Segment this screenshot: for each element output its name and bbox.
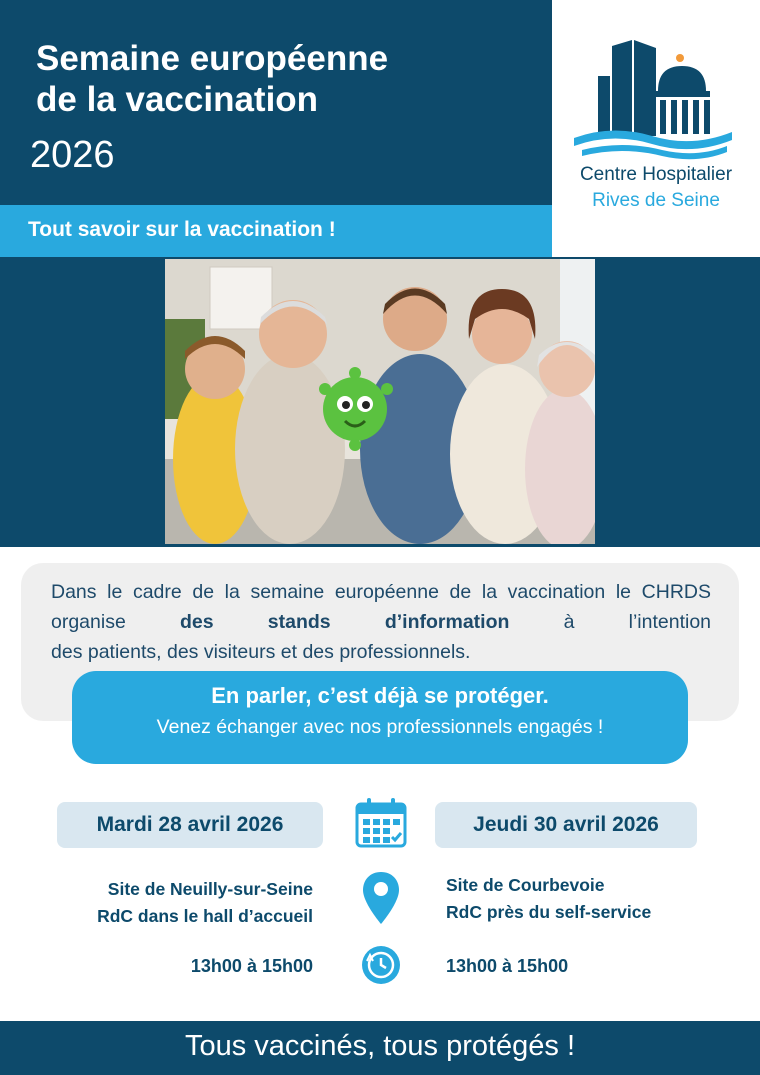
- year-label: 2026: [30, 134, 115, 176]
- intro-text: [51, 577, 711, 667]
- page-title: [36, 38, 536, 120]
- subtitle: Tout savoir sur la vaccination !: [28, 218, 336, 241]
- event-time-2: 13h00 à 15h00: [446, 956, 569, 976]
- footer-slogan: Tous vaccinés, tous protégés !: [184, 1030, 576, 1062]
- intro-highlight: des stands d’information: [180, 611, 510, 633]
- event-site-1-line-1: Site de Neuilly-sur-Seine: [107, 879, 313, 899]
- location-pin-icon: [361, 870, 401, 926]
- header-panel: [0, 0, 552, 205]
- intro-part-1: Dans le cadre de la semaine européenne de la vaccination le CHRDS organise: [51, 581, 711, 633]
- footer-bar: [0, 1021, 760, 1075]
- subtitle-bar: [0, 205, 552, 257]
- callout-pill: [72, 671, 688, 764]
- event-date-2: Jeudi 30 avril 2026: [435, 802, 697, 848]
- hospital-logo-icon: [572, 36, 742, 161]
- callout-subtitle: Venez échanger avec nos professionnels engagés !: [156, 716, 604, 738]
- event-site-2: [446, 872, 746, 926]
- logo-name-line-2: Rives de Seine: [592, 190, 720, 211]
- callout-title: En parler, c’est déjà se protéger.: [211, 683, 549, 708]
- logo-panel: [552, 0, 760, 257]
- family-vaccination-photo: [165, 259, 595, 544]
- title-line-2: de la vaccination: [36, 80, 319, 119]
- event-site-1-line-2: RdC dans le hall d’accueil: [97, 906, 313, 926]
- event-site-2-line-1: Site de Courbevoie: [446, 875, 605, 895]
- event-date-1: Mardi 28 avril 2026: [57, 802, 323, 848]
- logo-name-line-1: Centre Hospitalier: [579, 164, 733, 185]
- event-site-2-line-2: RdC près du self-service: [446, 902, 652, 922]
- intro-part-2: à l’intention: [509, 611, 712, 633]
- clock-icon: [361, 945, 401, 985]
- intro-part-3: des patients, des visiteurs et des professionnels.: [51, 641, 471, 663]
- calendar-icon: [354, 796, 408, 850]
- title-line-1: Semaine européenne: [36, 39, 389, 78]
- event-time-1: 13h00 à 15h00: [190, 956, 313, 976]
- event-site-1: [30, 876, 313, 930]
